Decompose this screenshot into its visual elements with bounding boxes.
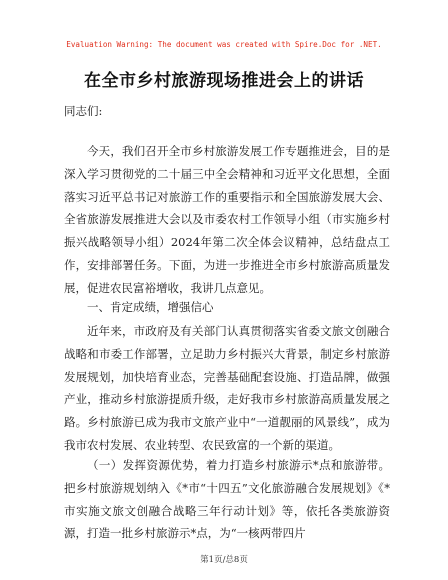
- page-footer: 第1页/总8页: [200, 555, 248, 565]
- paragraph-point-1: （一）发挥资源优势，着力打造乡村旅游示*点和旅游带。把乡村旅游规划纳入《*市“十四五”文化旅游融合发展规划》《*市实施文旅文创融合战略三年行动计划》等，依托各类旅游资源，打造一批乡村旅游示*点，为“一核两带四片: [64, 458, 390, 541]
- page-title: 在全市乡村旅游现场推进会上的讲话: [84, 71, 364, 91]
- paragraph-achievements: 近年来，市政府及有关部门认真贯彻落实省委文旅文创融合战略和市委工作部署，立足助力乡村振兴大背景，制定乡村旅游发展规划，加快培育业态，完善基础配套设施、打造品牌，做强产业，推动乡村旅游提质升级，走好我市乡村旅游高质量发展之路。乡村旅游已成为我市文旅产业中“一道靓丽的风景线”，成为我市农村发展、农业转型、农民致富的一个新的渠道。: [64, 324, 390, 452]
- section-heading: 一、肯定成绩，增强信心: [87, 300, 214, 314]
- greeting: 同志们:: [64, 104, 103, 118]
- evaluation-warning: Evaluation Warning: The document was created with Spire.Doc for .NET.: [66, 40, 382, 49]
- paragraph-intro: 今天，我们召开全市乡村旅游发展工作专题推进会，目的是深入学习贯彻党的二十届三中全会精神和习近平文化思想，全面落实习近平总书记对旅游工作的重要指示和全国旅游发展大会、全省旅游发展推进大会以及市委农村工作领导小组（市实施乡村振兴战略领导小组）2024年第二次全体会议精神，总结盘点工作，安排部署任务。下面，为进一步推进全市乡村旅游高质量发展，促进农民富裕增收，我讲几点意见。: [64, 144, 390, 295]
